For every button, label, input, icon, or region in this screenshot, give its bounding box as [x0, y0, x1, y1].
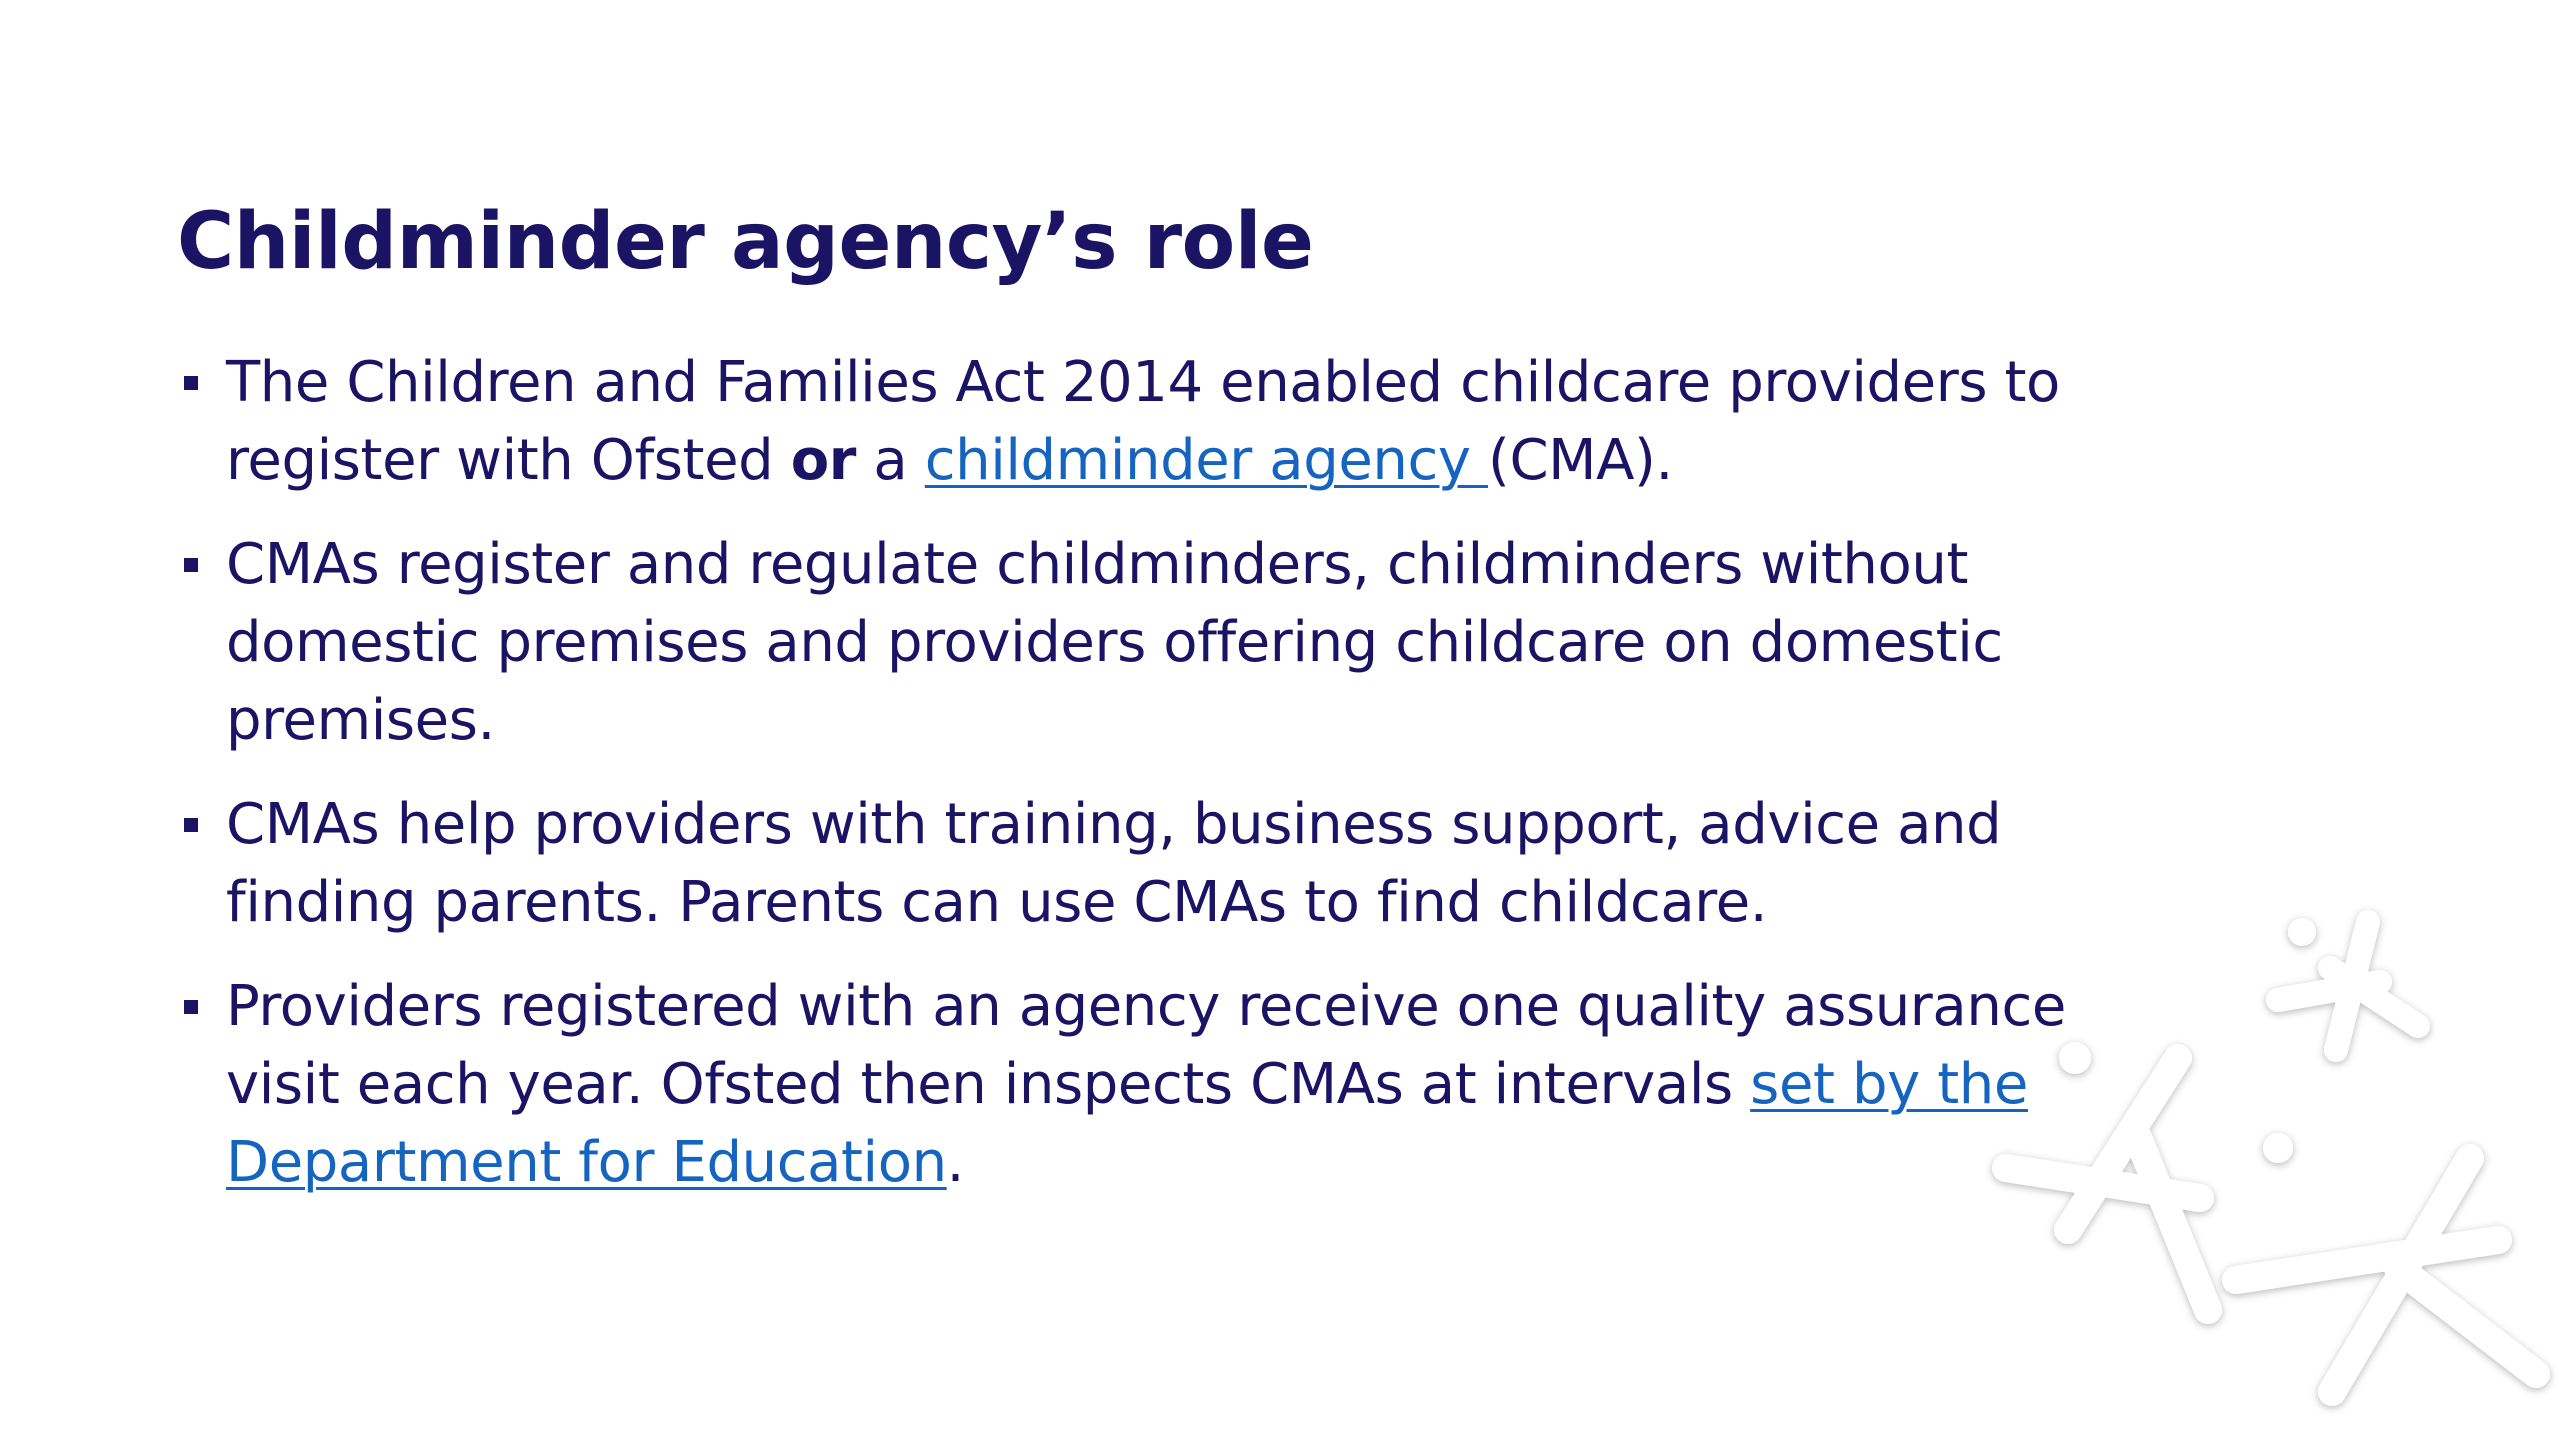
- bullet-item-3: [180, 786, 2100, 942]
- square-bullet-icon: [184, 818, 198, 832]
- bullet-2-text: CMAs register and regulate childminders, childminders without domestic premises and providers offering childcare on domestic premises.: [226, 532, 2003, 753]
- childminder-agency-link[interactable]: childminder agency: [924, 428, 1489, 493]
- children-figures-logo-watermark-icon: [1980, 880, 2560, 1440]
- bullet-4-text: Providers registered with an agency receive one quality assurance visit each year. Ofsted then inspects CMAs at intervals: [226, 974, 2066, 1117]
- bullet-4-text-2: .: [946, 1130, 965, 1195]
- bullet-1-text-3: (CMA).: [1488, 428, 1673, 493]
- slide-title: Childminder agency’s role: [177, 197, 1314, 287]
- bullet-item-2: [180, 526, 2100, 760]
- bullet-item-4: [180, 968, 2100, 1202]
- bullet-list: [180, 344, 2100, 1228]
- bullet-1-bold: or: [790, 428, 856, 493]
- square-bullet-icon: [184, 558, 198, 572]
- bullet-1-text-2: a: [856, 428, 925, 493]
- square-bullet-icon: [184, 1000, 198, 1014]
- department-for-education-link[interactable]: set by the Department for Education: [226, 1052, 2028, 1195]
- square-bullet-icon: [184, 376, 198, 390]
- bullet-3-text: CMAs help providers with training, business support, advice and finding parents. Parents can use CMAs to find childcare.: [226, 792, 2002, 935]
- bullet-item-1: [180, 344, 2100, 500]
- bullet-1-text: The Children and Families Act 2014 enabled childcare providers to register with Ofsted: [226, 350, 2060, 493]
